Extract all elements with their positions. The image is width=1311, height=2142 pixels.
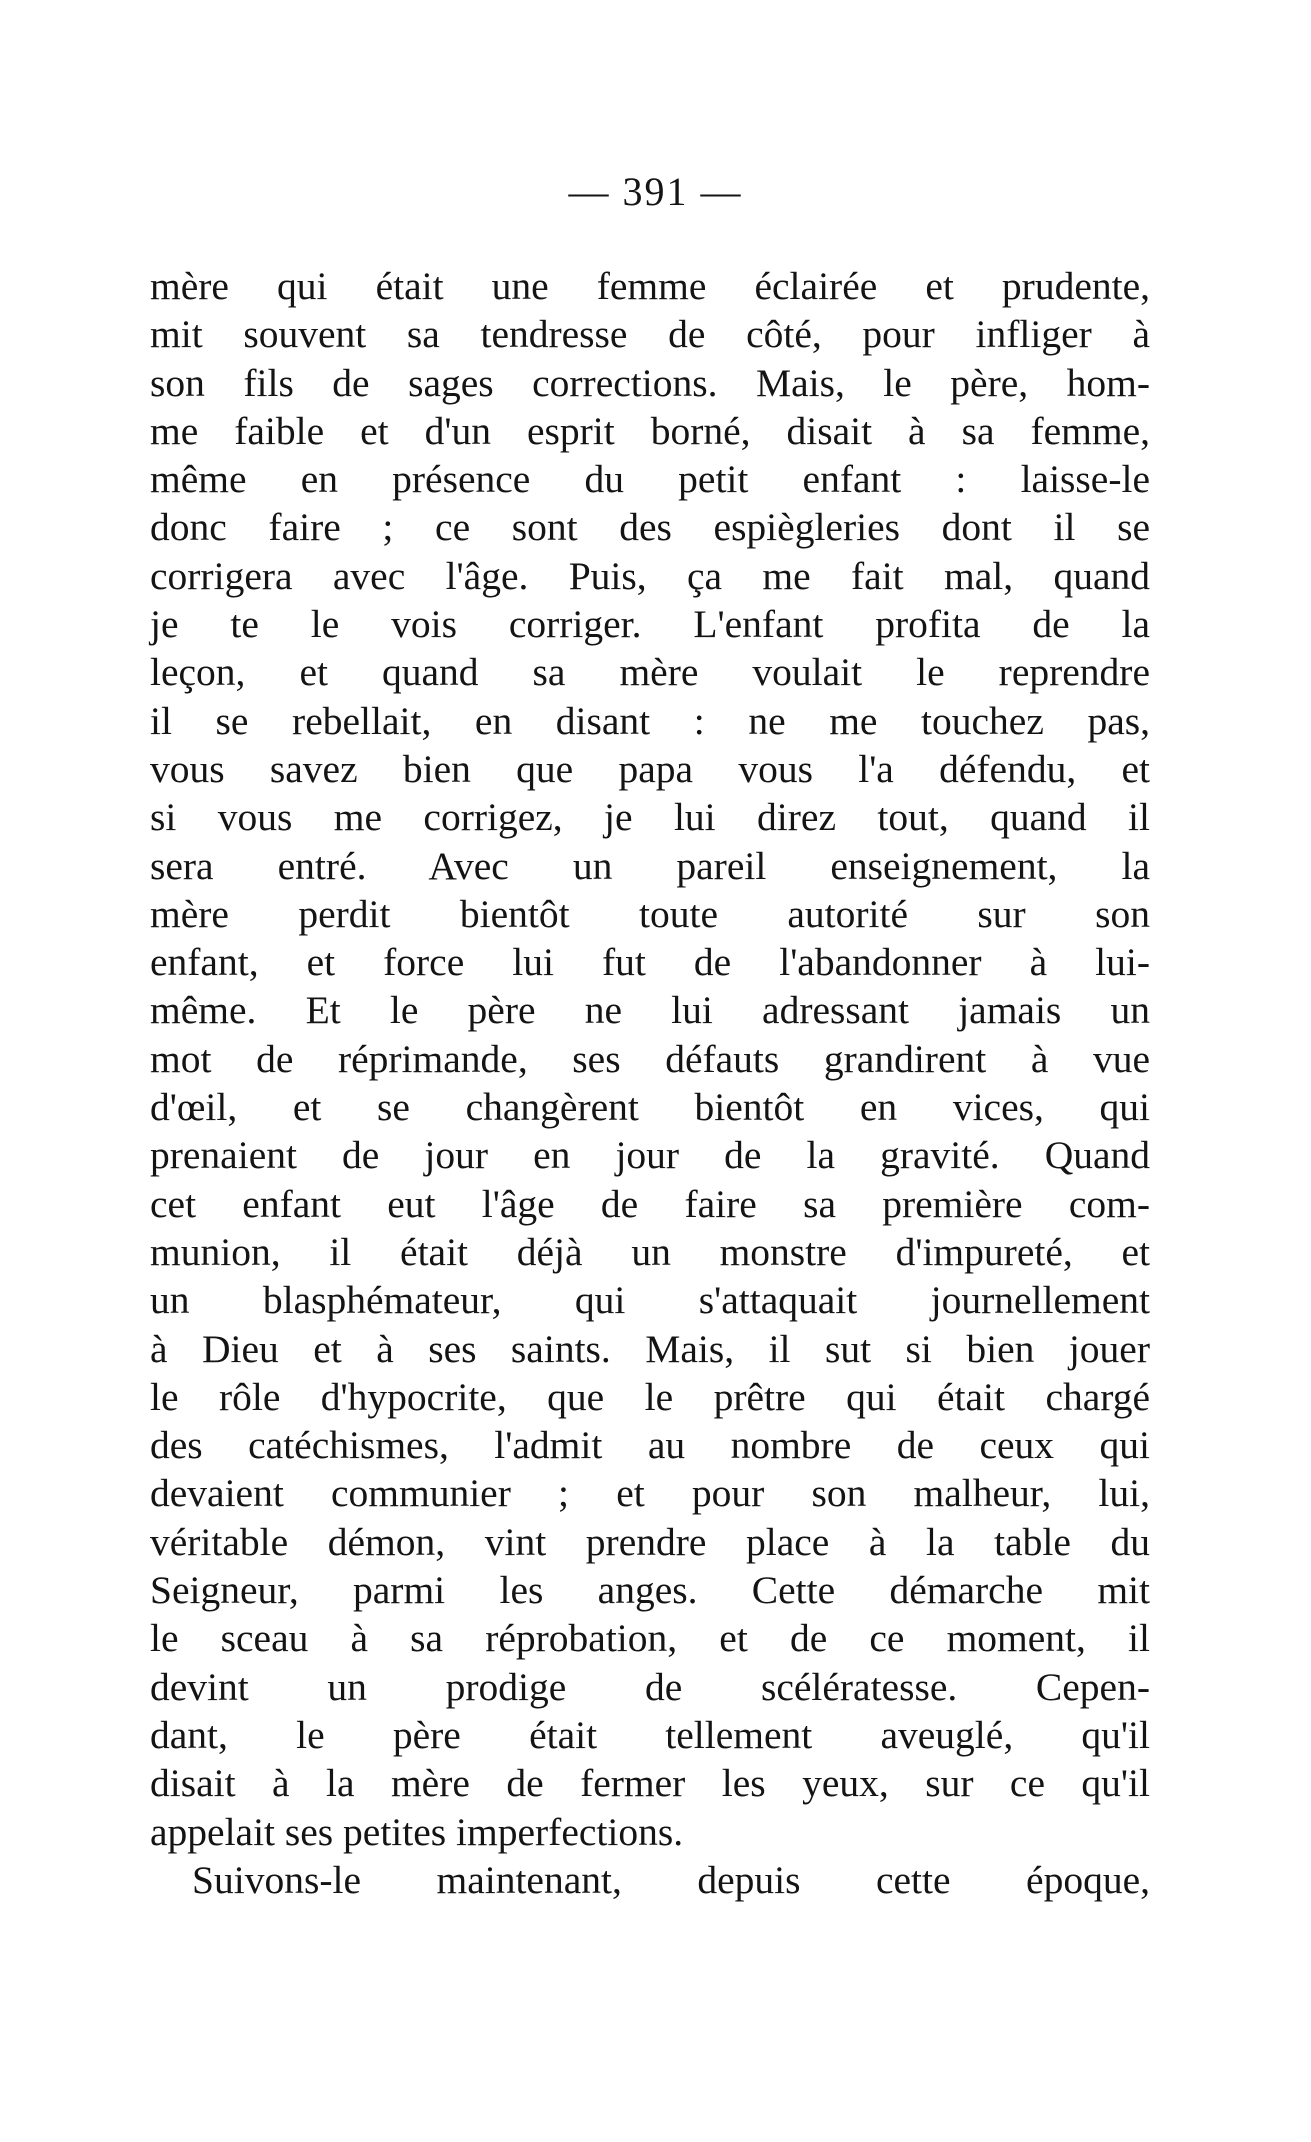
body-text	[150, 262, 1150, 1904]
text-line: un blasphémateur, qui s'attaquait journellement	[150, 1278, 1150, 1323]
text-line: munion, il était déjà un monstre d'impureté, et	[150, 1229, 1150, 1274]
page-number: — 391 —	[568, 169, 743, 214]
text-line: sera entré. Avec un pareil enseignement, la	[150, 843, 1150, 888]
text-line: si vous me corrigez, je lui direz tout, quand il	[150, 795, 1150, 840]
text-line: même en présence du petit enfant : laisse-le	[150, 457, 1150, 502]
text-line: dant, le père était tellement aveuglé, qu'il	[150, 1712, 1150, 1757]
text-line: mère qui était une femme éclairée et prudente,	[150, 264, 1150, 308]
text-line: Suivons-le maintenant, depuis cette époque,	[192, 1857, 1150, 1902]
text-line: je te le vois corriger. L'enfant profita de la	[150, 602, 1150, 647]
text-line: mit souvent sa tendresse de côté, pour infliger à	[150, 312, 1150, 357]
text-line: devaient communier ; et pour son malheur, lui,	[150, 1471, 1150, 1516]
text-line: vous savez bien que papa vous l'a défendu, et	[150, 746, 1150, 791]
text-line: d'œil, et se changèrent bientôt en vices, qui	[150, 1085, 1150, 1130]
text-line: le rôle d'hypocrite, que le prêtre qui était chargé	[150, 1374, 1150, 1419]
text-line: mère perdit bientôt toute autorité sur son	[150, 891, 1150, 936]
text-line: le sceau à sa réprobation, et de ce moment, il	[150, 1616, 1150, 1661]
text-line: me faible et d'un esprit borné, disait à sa femme,	[150, 408, 1150, 453]
text-line: mot de réprimande, ses défauts grandirent à vue	[150, 1036, 1150, 1081]
text-line: donc faire ; ce sont des espiègleries dont il se	[150, 505, 1150, 550]
text-line: même. Et le père ne lui adressant jamais un	[150, 988, 1150, 1033]
text-line: appelait ses petites imperfections.	[150, 1809, 684, 1854]
text-line: des catéchismes, l'admit au nombre de ceux qui	[150, 1423, 1150, 1468]
text-line: son fils de sages corrections. Mais, le père, hom-	[150, 360, 1150, 405]
text-line: il se rebellait, en disant : ne me touchez pas,	[150, 698, 1150, 743]
text-line: devint un prodige de scélératesse. Cepen-	[150, 1664, 1150, 1709]
text-line: enfant, et force lui fut de l'abandonner à lui-	[150, 940, 1150, 985]
text-line: disait à la mère de fermer les yeux, sur ce qu'il	[150, 1761, 1150, 1806]
text-line: à Dieu et à ses saints. Mais, il sut si bien jouer	[150, 1326, 1150, 1371]
text-line: véritable démon, vint prendre place à la table du	[150, 1519, 1150, 1564]
text-line: cet enfant eut l'âge de faire sa première com-	[150, 1181, 1150, 1226]
text-line: corrigera avec l'âge. Puis, ça me fait mal, quand	[150, 553, 1150, 598]
text-line: leçon, et quand sa mère voulait le reprendre	[150, 650, 1150, 695]
text-line: Seigneur, parmi les anges. Cette démarche mit	[150, 1568, 1150, 1613]
text-line: prenaient de jour en jour de la gravité. Quand	[150, 1133, 1150, 1178]
